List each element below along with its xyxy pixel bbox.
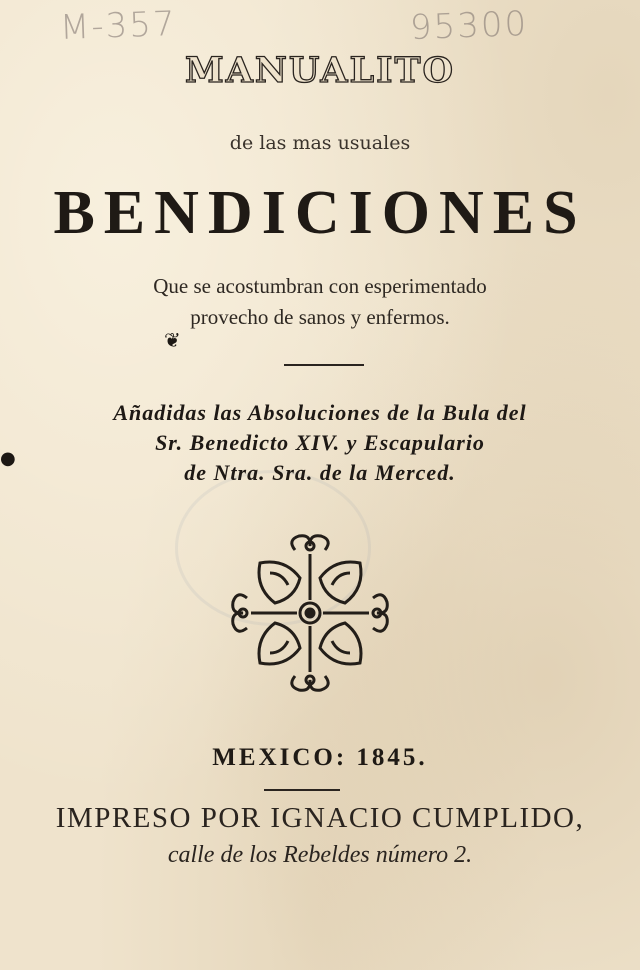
inventory-number-annotation: 95300	[409, 3, 529, 49]
subtitle-line-2: provecho de sanos y enfermos.	[190, 305, 450, 329]
divider-rule-bottom	[264, 789, 340, 791]
title-de-las-mas-usuales: de las mas usuales	[229, 132, 411, 154]
leaf-ornament-icon: ❦	[164, 328, 181, 352]
addition-line-1: Añadidas las Absoluciones de la Bula del	[113, 400, 527, 425]
imprint-place-date: MEXICO: 1845.	[212, 744, 428, 771]
cross-fleuron-icon	[225, 528, 395, 698]
subtitle-line-1: Que se acostumbran con esperimentado	[153, 274, 487, 298]
title-bendiciones: BENDICIONES	[53, 179, 587, 247]
divider-rule-top	[284, 364, 364, 366]
ink-blot-ornament-icon: ●	[0, 448, 16, 469]
imprint-street-address: calle de los Rebeldes número 2.	[167, 842, 473, 868]
title-manualito: MANUALITO	[184, 50, 455, 91]
addition-line-3: de Ntra. Sra. de la Merced.	[184, 460, 456, 485]
shelfmark-annotation: M-357	[59, 3, 178, 49]
imprint-printer: IMPRESO POR IGNACIO CUMPLIDO,	[55, 802, 585, 834]
addition-line-2: Sr. Benedicto XIV. y Escapulario	[155, 430, 485, 455]
